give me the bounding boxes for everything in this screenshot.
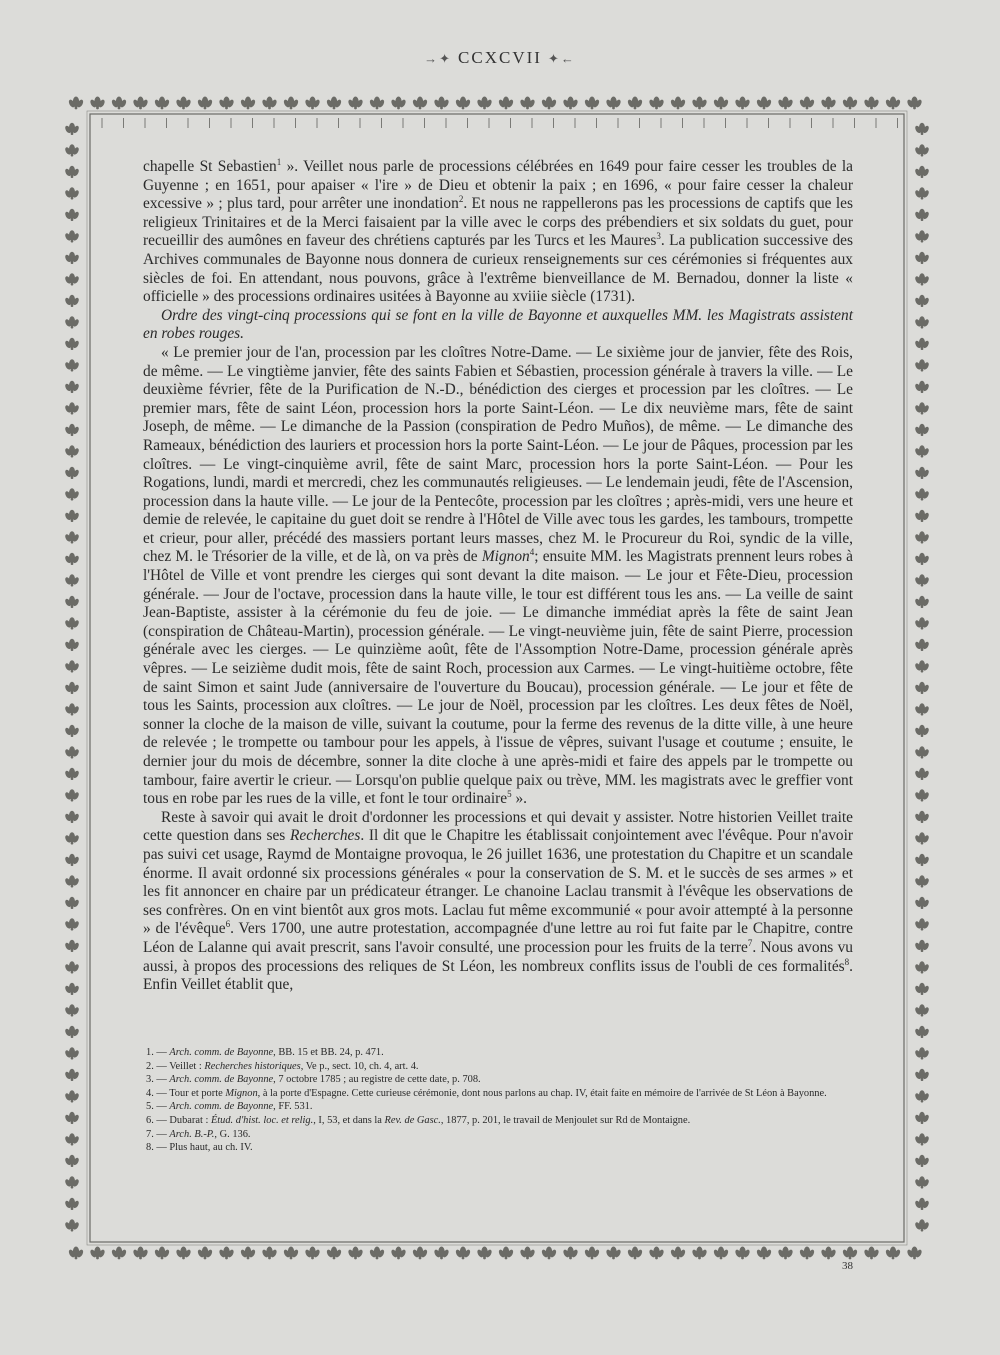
text-run: . Enfin Veillet établit que, <box>143 957 853 994</box>
text-run: 6. — Dubarat : <box>146 1114 211 1126</box>
footnote <box>146 1087 851 1101</box>
text-run: , à la porte d'Espagne. Cette curieuse cérémonie, dont nous parlons au chap. IV, était faite en mémoire de l'arrivée de St Léon à Bayonne. <box>257 1087 827 1099</box>
text-run: Reste à savoir qui avait le droit d'ordonner les processions et qui devait y assister. Notre historien Veillet traite cette question dans ses <box>143 808 853 845</box>
text-run: 3. — <box>146 1074 170 1086</box>
text-run: ». Veillet nous parle de processions célébrées en 1649 pour faire cesser les troubles de la Guyenne ; en 1651, pour apaiser « l'ire » de Dieu et obtenir la paix ; en 1696, « pour faire cesser la chaleur excessive » ; plus tard, pour arrêter une inondation <box>143 158 853 213</box>
text-run: 8. — Plus haut, au ch. IV. <box>146 1142 253 1154</box>
body-paragraph <box>143 307 853 344</box>
left-ornament-icon: →✦ <box>424 51 453 66</box>
text-run: « Le premier jour de l'an, procession par les cloîtres Notre-Dame. — Le sixième jour de janvier, fête des Rois, de même. — Le vingtième janvier, fête des saints Fabien et Sébastien, procession générale à travers la ville. — Le deuxième février, fête de la Purification de N.-D., bénédiction des cierges et procession par les cloîtres. — Le premier mars, fête de saint Léon, procession hors la porte Saint-Léon. — Le dix neuvième mars, fête de saint Joseph, de même. — Le dimanche de la Passion (conspiration de Pedro Muños), de même. — Le dimanche des Rameaux, bénédiction des lauriers et procession hors la porte Saint-Léon. — Le jour de Pâques, procession par les cloîtres. — Le vingt-cinquième avril, fête de saint Marc, procession hors la porte Saint-Léon. — Pour les Rogations, lundi, mardi et mercredi, chez les communautés religieuses. — Le lendemain jeudi, fête de l'Ascension, procession dans la haute ville. — Le jour de la Pentecôte, procession par les cloîtres ; après-midi, vers une heure et demie de relevée, le capitaine du guet doit se rendre à l'Hôtel de Ville avec tous les gardes, les tambours, trompette et crieur, pour aller, précédé des massiers portant leurs masses, chez M. le Procureur du Roi, syndic de la ville, chez M. le Trésorier de la ville, et de là, on va près de <box>143 343 853 566</box>
italic-text: Arch. comm. de Bayonne <box>169 1074 274 1086</box>
italic-text: Arch. comm. de Bayonne <box>169 1047 274 1058</box>
footnote <box>146 1046 851 1060</box>
body-paragraph <box>143 344 853 809</box>
italic-text: Ordre des vingt-cinq processions qui se font en la ville de Bayonne et auxquelles MM. les Magistrats assistent en robes rouges. <box>143 306 853 343</box>
main-text <box>143 158 853 995</box>
text-run: . La publication successive des Archives communales de Bayonne nous donnera de curieux renseignements sur ces cérémonies si fréquentes aux siècles de foi. En attendant, nous pouvons, grâce à l'extrême bienveillance de M. Bernadou, donner la liste « officielle » des processions ordinaires usitées à Bayonne au xviiie siècle (1731). <box>143 232 853 306</box>
text-run: chapelle St Sebastien <box>143 158 277 175</box>
text-run: ; ensuite MM. les Magistrats prennent leurs robes à l'Hôtel de Ville et vont prendre les cierges qui sont devant la dite maison. — Le jour et Fête-Dieu, procession générale. — Jour de l'octave, procession dans la haute ville, le tour est différent tous les ans. — La veille de saint Jean-Baptiste, assister à la cérémonie du feu de joie. — Le dimanche immédiat après la fête de saint Jean (conspiration de Château-Martin), procession générale. — Le vingt-neuvième juin, fête de saint Pierre, procession générale avec les cierges. — Le quinzième août, fête de l'Assomption Notre-Dame, procession générale après vêpres. — Le seizième dudit mois, fête de saint Roch, procession aux Carmes. — Le vingt-huitième octobre, fête de saint Simon et saint Jude (anniversaire de l'ouverture du Boucau), procession générale. — Le jour et fête de tous les Saints, procession aux cloîtres. — Le jour de Noël, procession par les cloîtres. Les deux fêtes de Noël, sonner la cloche de la maison de ville, suivant la coutume, pour la ferme des revenus de la ditte ville, à une heure de relevée ; le trompette ou tambour pour les appels, à l'issue de vêpres, suivant l'usage et coutume ; ensuite, le dernier jour du mois de décembre, sonner la dite cloche à une après-midi et faire des appels par le trompette ou tambour, faire avertir le crieur. — Lorsqu'on publie quelque paix ou trève, MM. les magistrats avec le greffier vont tous en robe par les rues de la ville, et font le tour ordinaire <box>143 548 853 808</box>
text-run: ». <box>511 790 528 808</box>
text-run: 7. — <box>146 1128 170 1140</box>
text-run: , G. 136. <box>214 1128 251 1140</box>
footnote <box>146 1100 851 1114</box>
footnote-ref: 6 <box>225 919 231 930</box>
text-run: . Vers 1700, une autre protestation, accompagnée d'une lettre au roi fut faite par le Chapitre, contre Léon de Lalanne qui avait prescrit, sans l'avoir consulté, une procession pour les fruits de la terre <box>143 920 854 956</box>
text-run: , I, 53, et dans la <box>313 1114 385 1126</box>
footnote-ref: 5 <box>507 789 512 800</box>
page-number: 38 <box>842 1260 853 1272</box>
text-run: , BB. 15 et BB. 24, p. 471. <box>273 1047 384 1058</box>
body-paragraph <box>143 158 853 307</box>
italic-text: Recherches <box>290 827 361 845</box>
italic-text: Mignon <box>225 1087 258 1099</box>
footnote <box>146 1141 851 1155</box>
footnote-ref: 1 <box>276 156 282 167</box>
italic-text: Rev. de Gasc. <box>384 1114 441 1126</box>
footnote <box>146 1128 851 1142</box>
text-run: , FF. 531. <box>273 1101 313 1113</box>
italic-text: Mignon <box>481 548 530 566</box>
text-run: 4. — Tour et porte <box>146 1087 226 1099</box>
text-run: 5. — <box>146 1101 170 1113</box>
footnote <box>146 1114 851 1128</box>
text-run: , 1877, p. 201, le travail de Menjoulet sur Rd de Montaigne. <box>440 1114 691 1126</box>
footnote-ref: 8 <box>844 956 850 967</box>
footnote-ref: 4 <box>529 547 535 558</box>
italic-text: Arch. B.-P. <box>169 1128 215 1140</box>
text-run: , Ve p., sect. 10, ch. 4, art. 4. <box>300 1060 419 1072</box>
italic-text: Étud. d'hist. loc. et relig. <box>210 1114 314 1126</box>
footnote-ref: 3 <box>656 231 661 242</box>
text-run: . Nous avons vu aussi, à propos des processions des reliques de St Léon, les nombreux conflits issus de l'oubli de ces formalités <box>143 938 853 975</box>
footnote <box>146 1073 851 1087</box>
footnote-ref: 2 <box>458 194 464 205</box>
italic-text: Arch. comm. de Bayonne <box>169 1101 274 1113</box>
page-heading: CCXCVII <box>458 48 542 67</box>
italic-text: Recherches historiques <box>204 1060 301 1072</box>
body-paragraph <box>143 809 853 995</box>
text-run: . Il dit que le Chapitre les établissait conjointement avec l'évêque. Pour n'avoir pas suivi cet usage, Raymd de Montaigne provoqua, le 26 juillet 1636, une protestation du Chapitre et un scandale énorme. Il avait ordonné six processions générales « pour la conservation de S. M. et le succès de ses armes » et les fit annoncer en chaire par un prédicateur étranger. Le chanoine Laclau transmit à l'évêque les observations de ses confrères. On en vint bientôt aux gros mots. Laclau fut même excommunié « pour avoir attempté à la personne » de l'évêque <box>143 827 853 938</box>
footnotes <box>146 1046 851 1155</box>
page-header <box>0 48 1000 68</box>
footnote <box>146 1060 851 1074</box>
text-run: . Et nous ne rappellerons pas les processions de captifs que les religieux Trinitaires et de la Merci faisaient par la ville avec le corps des prébendiers et six soldats du guet, pour recueillir des aumônes en faveur des chrétiens capturés par les Turcs et les Maures <box>143 195 853 250</box>
text-run: 2. — Veillet : <box>146 1060 205 1072</box>
text-run: , 7 octobre 1785 ; au registre de cette date, p. 708. <box>273 1074 481 1086</box>
footnote-ref: 7 <box>747 937 753 948</box>
text-run: 1. — <box>146 1047 170 1058</box>
right-ornament-icon: ✦← <box>547 51 576 66</box>
